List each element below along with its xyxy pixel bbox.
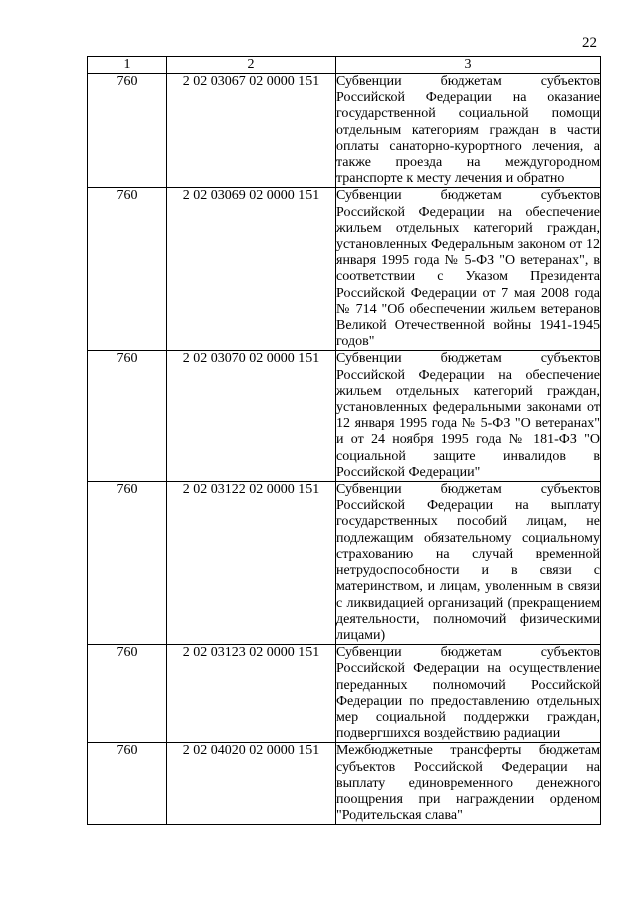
- description-text: Субвенции бюджетам субъектов Российской Федерации на оказание государственной социальной помощи отдельным категориям граждан в части оплаты санаторно-курортного лечения, а также проезда на междугородном транспорте к месту лечения и обратно: [336, 74, 600, 187]
- table-row: [88, 743, 601, 825]
- admin-code-cell: 760: [88, 351, 167, 482]
- table-header-row: [88, 57, 601, 74]
- column-header-2: 2: [167, 57, 336, 74]
- description-text: Субвенции бюджетам субъектов Российской Федерации на осуществление переданных полномочий Российской Федерации по предоставлению отдельных мер социальной поддержки граждан, подвергшихся воздействию радиации: [336, 645, 600, 742]
- description-cell: [336, 188, 601, 351]
- description-cell: [336, 351, 601, 482]
- kbk-code-cell: 2 02 03070 02 0000 151: [167, 351, 336, 482]
- admin-code-cell: 760: [88, 74, 167, 188]
- description-text: Субвенции бюджетам субъектов Российской Федерации на выплату государственных пособий лицам, не подлежащим обязательному социальному страхованию на случай временной нетрудоспособности и в связи с материнством, и лицам, уволенным в связи с ликвидацией организаций (прекращением деятельности, полномочий физическими лицами): [336, 482, 600, 643]
- budget-codes-table: [87, 56, 601, 825]
- description-cell: [336, 482, 601, 645]
- table-row: [88, 645, 601, 743]
- description-text: Межбюджетные трансферты бюджетам субъектов Российской Федерации на выплату единовременного денежного поощрения при награждении орденом "Родительская слава": [336, 743, 600, 824]
- table-row: [88, 482, 601, 645]
- admin-code-cell: 760: [88, 645, 167, 743]
- description-text: Субвенции бюджетам субъектов Российской Федерации на обеспечение жильем отдельных категорий граждан, установленных Федеральным законом от 12 января 1995 года № 5-ФЗ "О ветеранах", в соответствии с Указом Президента Российской Федерации от 7 мая 2008 года № 714 "Об обеспечении жильем ветеранов Великой Отечественной войны 1941-1945 годов": [336, 188, 600, 350]
- table-row: [88, 188, 601, 351]
- kbk-code-cell: 2 02 03123 02 0000 151: [167, 645, 336, 743]
- description-cell: [336, 743, 601, 825]
- table-row: [88, 351, 601, 482]
- admin-code-cell: 760: [88, 188, 167, 351]
- admin-code-cell: 760: [88, 743, 167, 825]
- column-header-3: 3: [336, 57, 601, 74]
- kbk-code-cell: 2 02 03067 02 0000 151: [167, 74, 336, 188]
- description-cell: [336, 645, 601, 743]
- description-cell: [336, 74, 601, 188]
- table-row: [88, 74, 601, 188]
- kbk-code-cell: 2 02 03069 02 0000 151: [167, 188, 336, 351]
- kbk-code-cell: 2 02 03122 02 0000 151: [167, 482, 336, 645]
- page-number: 22: [582, 35, 597, 51]
- kbk-code-cell: 2 02 04020 02 0000 151: [167, 743, 336, 825]
- description-text: Субвенции бюджетам субъектов Российской Федерации на обеспечение жильем отдельных категорий граждан, установленных федеральными законами от 12 января 1995 года № 5-ФЗ "О ветеранах" и от 24 ноября 1995 года № 181-ФЗ "О социальной защите инвалидов в Российской Федерации": [336, 351, 600, 480]
- column-header-1: 1: [88, 57, 167, 74]
- admin-code-cell: 760: [88, 482, 167, 645]
